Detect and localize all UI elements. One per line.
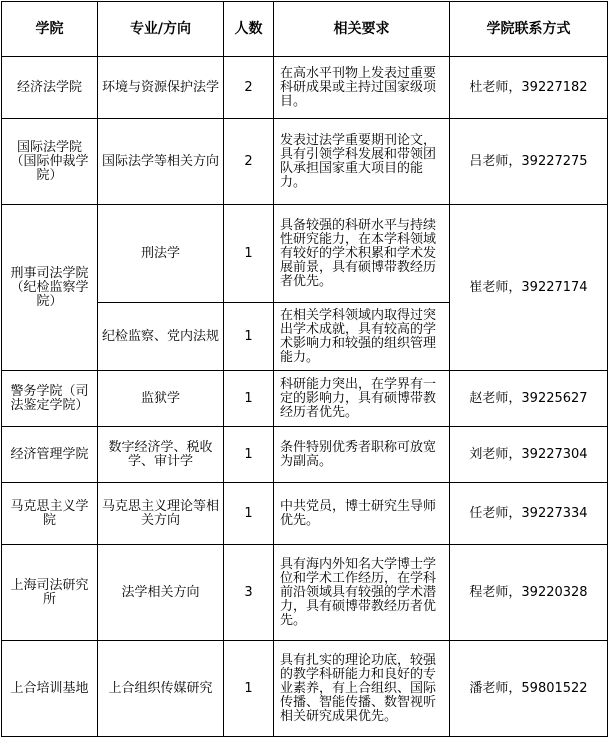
requirements-cell: 在相关学科领域内取得过突出学术成就，具有较高的学术影响力和较强的组织管理能力。: [274, 303, 450, 371]
contact-cell: 刘老师，39227304: [450, 427, 608, 483]
contact-cell: 杜老师，39227182: [450, 57, 608, 119]
count-cell: 1: [224, 483, 274, 545]
contact-cell: 崔老师，39227174: [450, 205, 608, 371]
count-cell: 3: [224, 545, 274, 641]
college-cell: 经济管理学院: [2, 427, 98, 483]
table-row: [2, 545, 608, 641]
table-row: [2, 483, 608, 545]
recruitment-table: [1, 1, 608, 737]
count-cell: 1: [224, 205, 274, 303]
table-row: [2, 205, 608, 303]
requirements-cell: 在高水平刊物上发表过重要科研成果或主持过国家级项目。: [274, 57, 450, 119]
header-contact: 学院联系方式: [450, 2, 608, 57]
requirements-cell: 科研能力突出，在学界有一定的影响力，具有硕博带教经历者优先。: [274, 371, 450, 427]
count-cell: 1: [224, 427, 274, 483]
requirements-cell: 具有海内外知名大学博士学位和学术工作经历，在学科前沿领域具有较强的学术潜力，具有硕博带教经历者优先。: [274, 545, 450, 641]
college-cell: 经济法学院: [2, 57, 98, 119]
table-row: [2, 119, 608, 205]
count-cell: 2: [224, 119, 274, 205]
major-cell: 纪检监察、党内法规: [98, 303, 224, 371]
contact-cell: 程老师，39220328: [450, 545, 608, 641]
requirements-cell: 中共党员，博士研究生导师优先。: [274, 483, 450, 545]
college-cell: 马克思主义学院: [2, 483, 98, 545]
header-college: 学院: [2, 2, 98, 57]
major-cell: 刑法学: [98, 205, 224, 303]
requirements-cell: 发表过法学重要期刊论文，具有引领学科发展和带领团队承担国家重大项目的能力。: [274, 119, 450, 205]
contact-cell: 潘老师，59801522: [450, 641, 608, 737]
major-cell: 监狱学: [98, 371, 224, 427]
header-row: [2, 2, 608, 57]
header-requirements: 相关要求: [274, 2, 450, 57]
count-cell: 1: [224, 371, 274, 427]
contact-cell: 任老师，39227334: [450, 483, 608, 545]
contact-cell: 吕老师，39227275: [450, 119, 608, 205]
requirements-cell: 具备较强的科研水平与持续性研究能力，在本学科领域有较好的学术积累和学术发展前景，具有硕博带教经历者优先。: [274, 205, 450, 303]
college-cell: 警务学院（司法鉴定学院）: [2, 371, 98, 427]
college-cell: 上合培训基地: [2, 641, 98, 737]
table-row: [2, 57, 608, 119]
major-cell: 法学相关方向: [98, 545, 224, 641]
major-cell: 马克思主义理论等相关方向: [98, 483, 224, 545]
contact-cell: 赵老师，39225627: [450, 371, 608, 427]
table-row: [2, 641, 608, 737]
header-count: 人数: [224, 2, 274, 57]
major-cell: 上合组织传媒研究: [98, 641, 224, 737]
college-cell: 刑事司法学院（纪检监察学院）: [2, 205, 98, 371]
table-row: [2, 371, 608, 427]
header-major: 专业/方向: [98, 2, 224, 57]
count-cell: 1: [224, 641, 274, 737]
count-cell: 1: [224, 303, 274, 371]
major-cell: 国际法学等相关方向: [98, 119, 224, 205]
college-cell: 国际法学院（国际仲裁学院）: [2, 119, 98, 205]
major-cell: 数字经济学、税收学、审计学: [98, 427, 224, 483]
table-row: [2, 427, 608, 483]
major-cell: 环境与资源保护法学: [98, 57, 224, 119]
count-cell: 2: [224, 57, 274, 119]
requirements-cell: 条件特别优秀者职称可放宽为副高。: [274, 427, 450, 483]
requirements-cell: 具有扎实的理论功底，较强的教学科研能力和良好的专业素养，有上合组织、国际传播、智能传播、数智视听相关研究成果优先。: [274, 641, 450, 737]
college-cell: 上海司法研究所: [2, 545, 98, 641]
